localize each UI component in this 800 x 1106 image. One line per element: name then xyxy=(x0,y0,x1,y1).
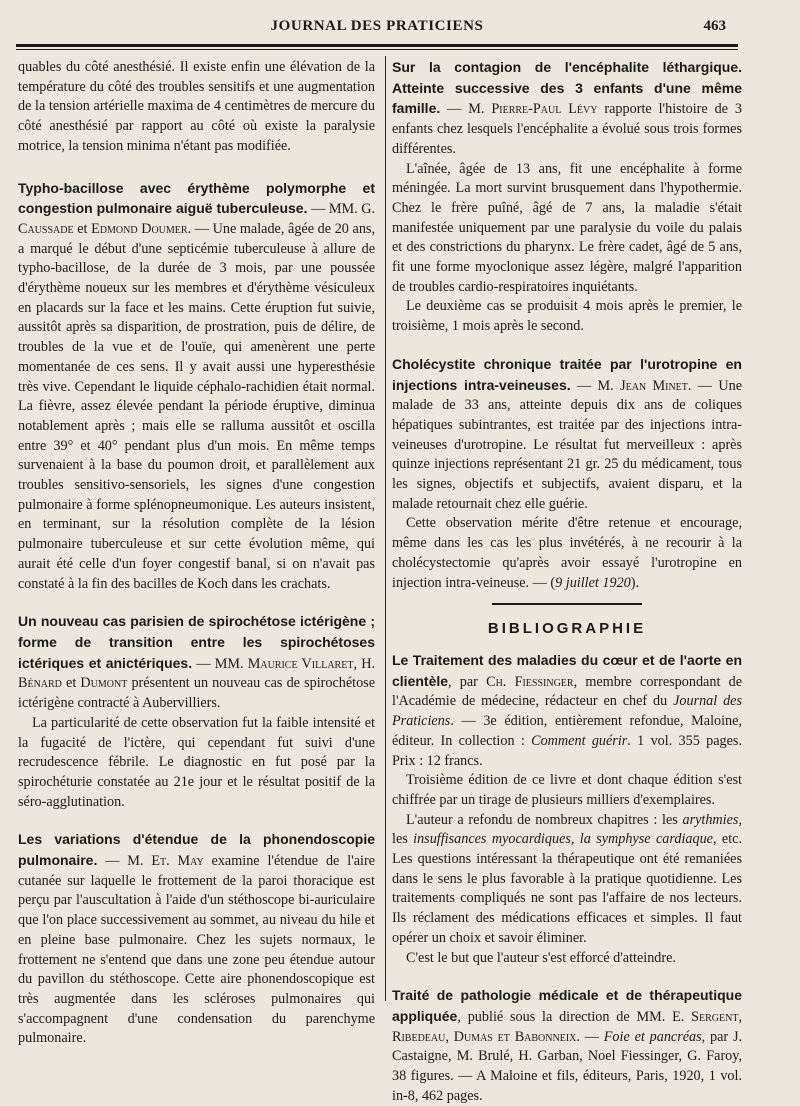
book-editors: E. Sergent, Ribedeau, Dumas et Babonneix xyxy=(392,1008,742,1045)
article-cholecystite: Cholécystite chronique traitée par l'urotropine en injections intra-veineuses. — M. Jean Minet. — Une malade de 33 ans, atteinte depuis dix ans de coliques hépatiques subintrantes, est traitée par des injections intra-veineuses d'urotropine. Le résultat fut merveilleux : après quinze injections représentant 21 gr. 25 du médicament, tous les signes, objectifs et subjectifs, avaient disparu, et la malade retournait chez elle guérie. Cette observation mérite d'être retenue et encourage, même dans les cas les plus invétérés, à ne recourir à la cholécystectomie qu'après avoir essayé l'urotropine en injection intra-veineuse. — (9 juillet 1920). xyxy=(392,355,742,591)
book-title: Le Traitement des maladies du cœur et de l'aorte en clientèle xyxy=(392,651,742,689)
article-title: Les variations d'étendue de la phonendoscopie pulmonaire. xyxy=(18,831,375,869)
article-body: . — Une malade, âgée de 20 ans, a marqué le début d'une septicémie tuberculeuse à allure de typho-bacillose, de la durée de 3 mois, par une poussée d'érythème noueux sur les membres et d'érythème vésiculeux en placards sur la face et les mains. Cette éruption fut suivie, aussitôt après sa disparition, de prostration, puis de délire, de troubles de la vue et de l'ouïe, qui amenèrent une perte momentanée de ces sens. Il y avait aussi une hyperesthésie très vive. Cependant le liquide céphalo-rachidien était normal. La fièvre, assez élevée pendant la période éruptive, diminua notablement après ; mais elle se ralluma aussitôt et oscilla entre 39° et 40° pendant plus d'un mois. En même temps survenaient à la base du poumon droit, et parallèlement aux troubles sensitivo-sensoriels, les signes d'une congestion pulmonaire à forme splénopneumonique. Les auteurs insistent, en terminant, sur la résolution complète de la lésion pulmonaire tuberculeuse et sur cette évolution même, qui aurait été celle d'un foyer congestif banal, si on n'avait pas constaté à la fin des bacilles de Koch dans les crachats. xyxy=(18,220,375,592)
article-author: Maurice Villaret xyxy=(247,655,354,672)
article-body: Le deuxième cas se produisit 4 mois après le premier, le troisième, 1 mois après le second. xyxy=(392,298,742,335)
article-body: rapporte l'histoire de 3 enfants chez lesquels l'encéphalite a évolué sous trois formes différentes. xyxy=(392,101,742,157)
journal-name: Journal des Praticiens xyxy=(392,693,742,730)
article-author: H. Bénard xyxy=(18,655,376,692)
article-date: 9 juillet 1920 xyxy=(555,574,631,591)
article-author: Jean Minet xyxy=(620,377,688,394)
book-review-traite: Traité de pathologie médicale et de thérapeutique appliquée, publié sous la direction de MM. E. Sergent, Ribedeau, Dumas et Babonneix. — Foie et pancréas, par J. Castaigne, M. Brulé, H. Garban, Noel Fiessinger, G. Faroy, 38 figures. — A Maloine et fils, éditeurs, Paris, 1920, 1 vol. in-8, 462 pages. xyxy=(392,987,743,1104)
article-author: Edmond Doumer xyxy=(91,220,188,237)
continued-paragraph: quables du côté anesthésié. Il existe enfin une élévation de la température du côté des troubles sensitifs et une augmentation de la tension artérielle maxima de 4 centimètres de mercure du côté anesthésié par rapport au côté où existe la paralysie motrice, la tension minima n'étant pas modifiée. xyxy=(18,59,375,154)
page-header xyxy=(16,18,738,42)
article-typho-bacillose: Typho-bacillose avec érythème polymorphe et congestion pulmonaire aiguë tuberculeuse. — MM. G. Caussade et Edmond Doumer. — Une malade, âgée de 20 ans, a marqué le début d'une septicémie tuberculeuse à allure de typho-bacillose, de la durée de 3 mois, par une poussée d'érythème noueux sur les membres et d'érythème vésiculeux en placards sur la face et les mains. Cette éruption fut suivie, aussitôt après sa disparition, de prostration, puis de délire, de troubles de la vue et de l'ouïe, qui amenèrent une perte momentanée de ces sens. Il y avait aussi une hyperesthésie très vive. Cependant le liquide céphalo-rachidien était normal. La fièvre, assez élevée pendant la période éruptive, diminua notablement après ; mais elle se ralluma aussitôt et oscilla entre 39° et 40° pendant plus d'un mois. En même temps survenaient à la base du poumon droit, et parallèlement aux troubles sensitivo-sensoriels, les signes d'une congestion pulmonaire à forme splénopneumonique. Les auteurs insistent, en terminant, sur la résolution complète de la lésion pulmonaire tuberculeuse et sur cette évolution même, qui aurait été celle d'un foyer congestif banal, si on n'avait pas constaté à la fin des bacilles de Koch dans les crachats. xyxy=(18,179,376,592)
section-divider xyxy=(492,603,642,605)
running-title: JOURNAL DES PRATICIENS xyxy=(270,18,484,34)
article-spirochetose: Un nouveau cas parisien de spirochétose ictérigène ; forme de transition entre les spirochétoses ictériques et anictériques. — MM. Maurice Villaret, H. Bénard et Dumont présentent un nouveau cas de spirochétose ictérigène contracté à Aubervilliers. La particularité de cette observation fut la faible intensité et la fugacité de l'ictère, qui cependant fut suivi d'une recrudescence fébrile. Le diagnostic en fut posé par la spirochéturie constatée au 21e jour et le résultat positif de la séro-agglutination. xyxy=(18,612,375,812)
column-divider xyxy=(385,56,386,1001)
article-author: Et. May xyxy=(151,853,204,870)
article-author: G. Caussade xyxy=(18,201,376,237)
article-encephalite: Sur la contagion de l'encéphalite léthargique. Atteinte successive des 3 enfants d'une même famille. — M. Pierre-Paul Lévy rapporte l'histoire de 3 enfants chez lesquels l'encéphalite a évolué sous trois formes différentes. L'aînée, âgée de 13 ans, fit une encéphalite à forme méningée. La mort survint brusquement dans l'hypothermie. Chez le frère puîné, âgé de 7 ans, la maladie s'était manifestée uniquement par une paralysie du voile du palais et des constrictions du pharynx. Le frère cadet, âgé de 5 ans, fit une forme myoclonique assez légère, malgré l'apparition de troubles cardio-respiratoires inquiétants. Le deuxième cas se produisit 4 mois après le premier, le troisième, 1 mois après le second. xyxy=(392,58,742,337)
article-body: . — Une malade de 33 ans, atteinte depuis dix ans de coliques hépatiques subintrantes, est traitée par des injections intra-veineuses d'urotropine. Le résultat fut merveilleux : après quinze injections représentant 21 gr. 25 du médicament, tous les signes, objectifs et subjectifs, avaient disparu, et la malade retournait chez elle guérie. xyxy=(392,377,742,512)
page-number: 463 xyxy=(703,18,726,34)
book-title: Traité de pathologie médicale et de thérapeutique appliquée xyxy=(392,987,742,1024)
article-body: L'aînée, âgée de 13 ans, fit une encéphalite à forme méningée. La mort survint brusquement dans l'hypothermie. Chez le frère puîné, âgé de 7 ans, la maladie s'était manifestée uniquement par une paralysie du voile du palais et des constrictions du pharynx. Le frère cadet, âgé de 5 ans, fit une forme myoclonique assez légère, malgré l'apparition de troubles cardio-respiratoires inquiétants. xyxy=(392,160,742,295)
review-body: Troisième édition de ce livre et dont chaque édition s'est chiffrée par un tirage de plusieurs milliers d'exemplaires. xyxy=(392,772,742,808)
review-body: , etc. Les questions intéressant la thérapeutique ont été remaniées dans le sens le plus favorable à la pratique quotidienne. Les traitements compliqués ne sont pas l'affaire de nos lecteurs. Ils réclament des médications efficaces et simples. Il faut opérer un choix et savoir éliminer. xyxy=(392,831,742,946)
collection-name: Comment guérir xyxy=(531,732,628,749)
bibliography-heading: BIBLIOGRAPHIE xyxy=(487,620,647,638)
article-title: Typho-bacillose avec érythème polymorphe et congestion pulmonaire aiguë tuberculeuse. xyxy=(18,179,375,217)
header-rule-thin xyxy=(16,49,738,50)
article-body: Cette observation mérite d'être retenue et encourage, même dans les cas les plus invétérés, à ne recourir à la cholécystectomie qu'après avoir essayé l'urotropine en injection intra-veineuse. — ( xyxy=(392,515,742,591)
article-author: Pierre-Paul Lévy xyxy=(491,101,598,118)
article-body: examine l'étendue de l'aire cutanée sur laquelle le frottement de la paroi thoracique est perçu par l'auscultation à l'aide d'un stéthoscope bi-auriculaire que l'on place successivement au sommet, au niveau du hile et en pleine base pulmonaire. Chez les sujets normaux, le frottement ne s'entend que dans une zone peu étendue autour du pavillon du stéthoscope. Cette aire phonendoscopique est très augmentée dans les scléroses pulmonaires qui s'accompagnent d'une condensation du parenchyme pulmonaire. xyxy=(18,853,375,1047)
left-column xyxy=(18,58,375,1049)
article-body: La particularité de cette observation fut la faible intensité et la fugacité de l'ictère, qui cependant fut suivi d'une recrudescence fébrile. Le diagnostic en fut posé par la spirochéturie constatée au 21e jour et le résultat positif de la séro-agglutination. xyxy=(18,714,375,810)
book-review-coeur: Le Traitement des maladies du cœur et de l'aorte en clientèle, par Ch. Fiessinger, membre correspondant de l'Académie de médecine, rédacteur en chef du Journal des Praticiens. — 3e édition, entièrement refondue, Maloine, éditeur. In collection : Comment guérir. 1 vol. 355 pages. Prix : 12 francs. Troisième édition de ce livre et dont chaque édition s'est chiffrée par un tirage de plusieurs milliers d'exemplaires. L'auteur a refondu de nombreux chapitres : les arythmies, les insuffisances myocardiques, la symphyse cardiaque, etc. Les questions intéressant la thérapeutique ont été remaniées dans le sens le plus favorable à la pratique quotidienne. Les traitements compliqués ne sont pas l'affaire de nos lecteurs. Ils réclament des médications efficaces et simples. Il faut opérer un choix et savoir éliminer. C'est le but que l'auteur s'est efforcé d'atteindre. xyxy=(392,651,742,968)
book-author: Ch. Fiessinger xyxy=(486,673,574,690)
header-rule xyxy=(16,44,738,47)
book-subtitle: Foie et pancréas xyxy=(603,1028,702,1045)
review-body: C'est le but que l'auteur s'est efforcé d'atteindre. xyxy=(406,949,676,966)
right-column xyxy=(392,58,742,1106)
article-title: Un nouveau cas parisien de spirochétose ictérigène ; forme de transition entre les spirochétoses ictériques et anictériques. xyxy=(18,613,375,671)
article-body: présentent un nouveau cas de spirochétose ictérigène contracté à Aubervilliers. xyxy=(18,675,375,712)
article-title: Cholécystite chronique traitée par l'urotropine en injections intra-veineuses. xyxy=(392,355,742,393)
article-phonendoscopie: Les variations d'étendue de la phonendoscopie pulmonaire. — M. Et. May examine l'étendue de l'aire cutanée sur laquelle le frottement de la paroi thoracique est perçu par l'auscultation à l'aide d'un stéthoscope bi-auriculaire que l'on place successivement au sommet, au niveau du hile et en pleine base pulmonaire. Chez les sujets normaux, le frottement ne s'entend que dans une zone peu étendue autour du pavillon du stéthoscope. Cette aire phonendoscopique est très augmentée dans les scléroses pulmonaires qui s'accompagnent d'une condensation du parenchyme pulmonaire. xyxy=(18,831,375,1047)
review-body: , par J. Castaigne, M. Brulé, H. Garban, Noel Fiessinger, G. Faroy, 38 figures. — A Maloine et fils, éditeurs, Paris, 1920, 1 vol. in-8, 462 pages. xyxy=(392,1028,743,1104)
article-title: Sur la contagion de l'encéphalite léthargique. Atteinte successive des 3 enfants d'une même famille. xyxy=(392,59,742,117)
article-author: Dumont xyxy=(80,675,128,692)
